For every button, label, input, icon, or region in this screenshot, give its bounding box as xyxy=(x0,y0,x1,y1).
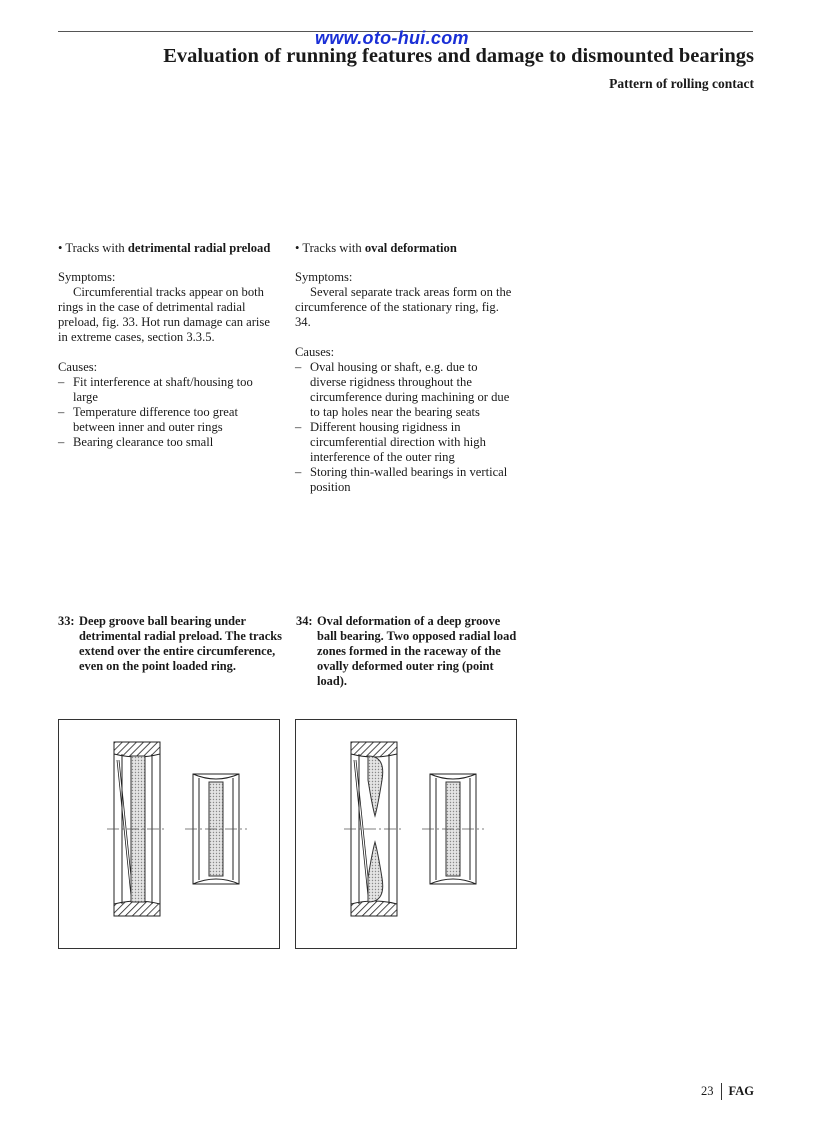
figure-33-box xyxy=(58,719,280,949)
figure-34-number: 34: xyxy=(296,614,313,628)
right-causes-list xyxy=(295,360,517,495)
right-symptoms-label: Symptoms: xyxy=(295,270,353,284)
right-symptoms-text: Several separate track areas form on the circumference of the stationary ring, fig. 34. xyxy=(295,285,512,329)
figure-33-text: Deep groove ball bearing under detrimental radial preload. The tracks extend over the entire circumference, even on the point loaded ring. xyxy=(79,614,282,673)
brand-label: FAG xyxy=(728,1084,754,1098)
list-item: – Fit interference at shaft/housing too large xyxy=(58,375,253,404)
watermark-link[interactable]: www.oto-hui.com xyxy=(315,28,469,48)
list-item: – Different housing rigidness in circumferential direction with high interference of the outer ring xyxy=(295,420,486,464)
page-title: Evaluation of running features and damage to dismounted bearings xyxy=(163,45,754,67)
list-item: – Storing thin-walled bearings in vertical position xyxy=(295,465,508,494)
right-text-column xyxy=(295,241,517,495)
figure-34-drawing xyxy=(296,720,516,948)
left-text-column xyxy=(58,241,280,450)
figure-34-caption xyxy=(296,614,521,689)
page-number: 23 xyxy=(701,1083,722,1100)
page-subtitle: Pattern of rolling contact xyxy=(609,76,754,91)
left-bullet-heading: • Tracks with detrimental radial preload xyxy=(58,241,271,255)
list-item: – Bearing clearance too small xyxy=(58,435,214,449)
right-causes-label: Causes: xyxy=(295,345,335,359)
left-causes-list xyxy=(58,375,280,450)
figure-33-caption xyxy=(58,614,283,674)
figure-34-text: Oval deformation of a deep groove ball bearing. Two opposed radial load zones formed in the raceway of the ovally deformed outer ring (point load). xyxy=(317,614,517,688)
figure-33-number: 33: xyxy=(58,614,75,628)
left-causes-label: Causes: xyxy=(58,360,98,374)
left-symptoms-label: Symptoms: xyxy=(58,270,116,284)
left-symptoms-text: Circumferential tracks appear on both rings in the case of detrimental radial preload, fig. 33. Hot run damage can arise in extreme cases, section 3.3.5. xyxy=(58,285,270,344)
right-bullet-heading: • Tracks with oval deformation xyxy=(295,241,457,255)
figure-34-box xyxy=(295,719,517,949)
figure-33-drawing xyxy=(59,720,279,948)
list-item: – Temperature difference too great between inner and outer rings xyxy=(58,405,238,434)
page-footer xyxy=(701,1083,754,1100)
list-item: – Oval housing or shaft, e.g. due to diverse rigidness throughout the circumference during machining or due to tap holes near the bearing seats xyxy=(295,360,510,419)
